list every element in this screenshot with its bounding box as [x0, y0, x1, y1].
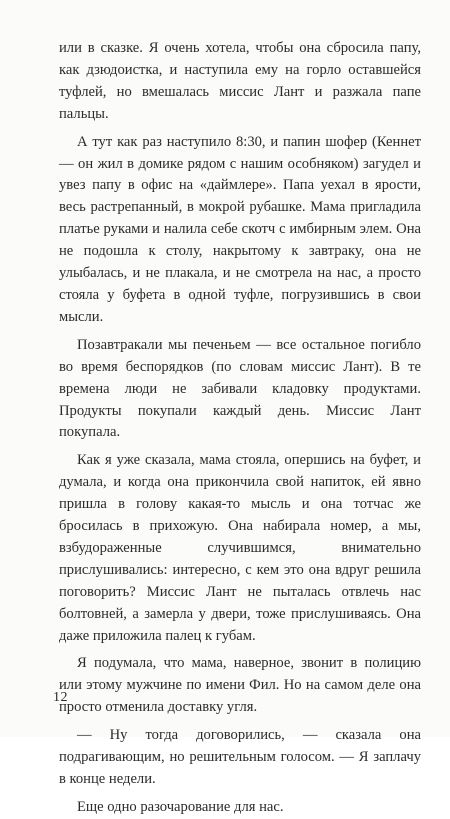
paragraph: Позавтракали мы печеньем — все остальное погибло во время беспорядков (по словам миссис Лант). В те времена люди не забивали кладовку продуктами. Продукты покупали каждый день. Миссис Лант покупала. — [59, 336, 421, 441]
paragraph: — Ну тогда договорились, — сказала она подрагивающим, но решительным голосом. — Я заплачу в конце недели. — [59, 727, 421, 787]
paragraph: Как я уже сказала, мама стояла, опершись на буфет, и думала, и когда она прикончила свой напиток, ей явно пришла в голову какая-то мысль и она тотчас же бросилась в прихожую. Она набирала номер, а мы, взбудораженные случившимся, внимательно прислушивались: интересно, с кем это она вдруг решила поговорить? Миссис Лант не пыталась отвлечь нас болтовней, а замерла у двери, тоже прислушиваясь. Она даже приложила палец к губам. — [59, 452, 421, 644]
paragraph: Я подумала, что мама, наверное, звонит в полицию или этому мужчине по имени Фил. Но на самом деле она просто отменила доставку угля. — [59, 655, 421, 716]
page-number: 12 — [53, 690, 68, 705]
paragraph: или в сказке. Я очень хотела, чтобы она сбросила папу, как дзюдоистка, и наступила ему на горло оставшейся туфлей, но вмешалась миссис Лант и разжала папе пальцы. — [59, 40, 421, 122]
paragraph: А тут как раз наступило 8:30, и папин шофер (Кеннет — он жил в домике рядом с нашим особняком) загудел и увез папу в офис на «даймлере». Папа уехал в ярости, весь растрепанный, в мокрой рубашке. Мама пригладила платье руками и налила себе скотч с имбирным элем. Она не подошла к столу, накрытому к завтраку, она не улыбалась, и не плакала, и не смотрела на нас, а просто стояла у буфета в одной туфле, погрузившись в свои мысли. — [59, 133, 421, 325]
paragraph: Еще одно разочарование для нас. — [77, 798, 284, 815]
body-text — [59, 38, 421, 819]
